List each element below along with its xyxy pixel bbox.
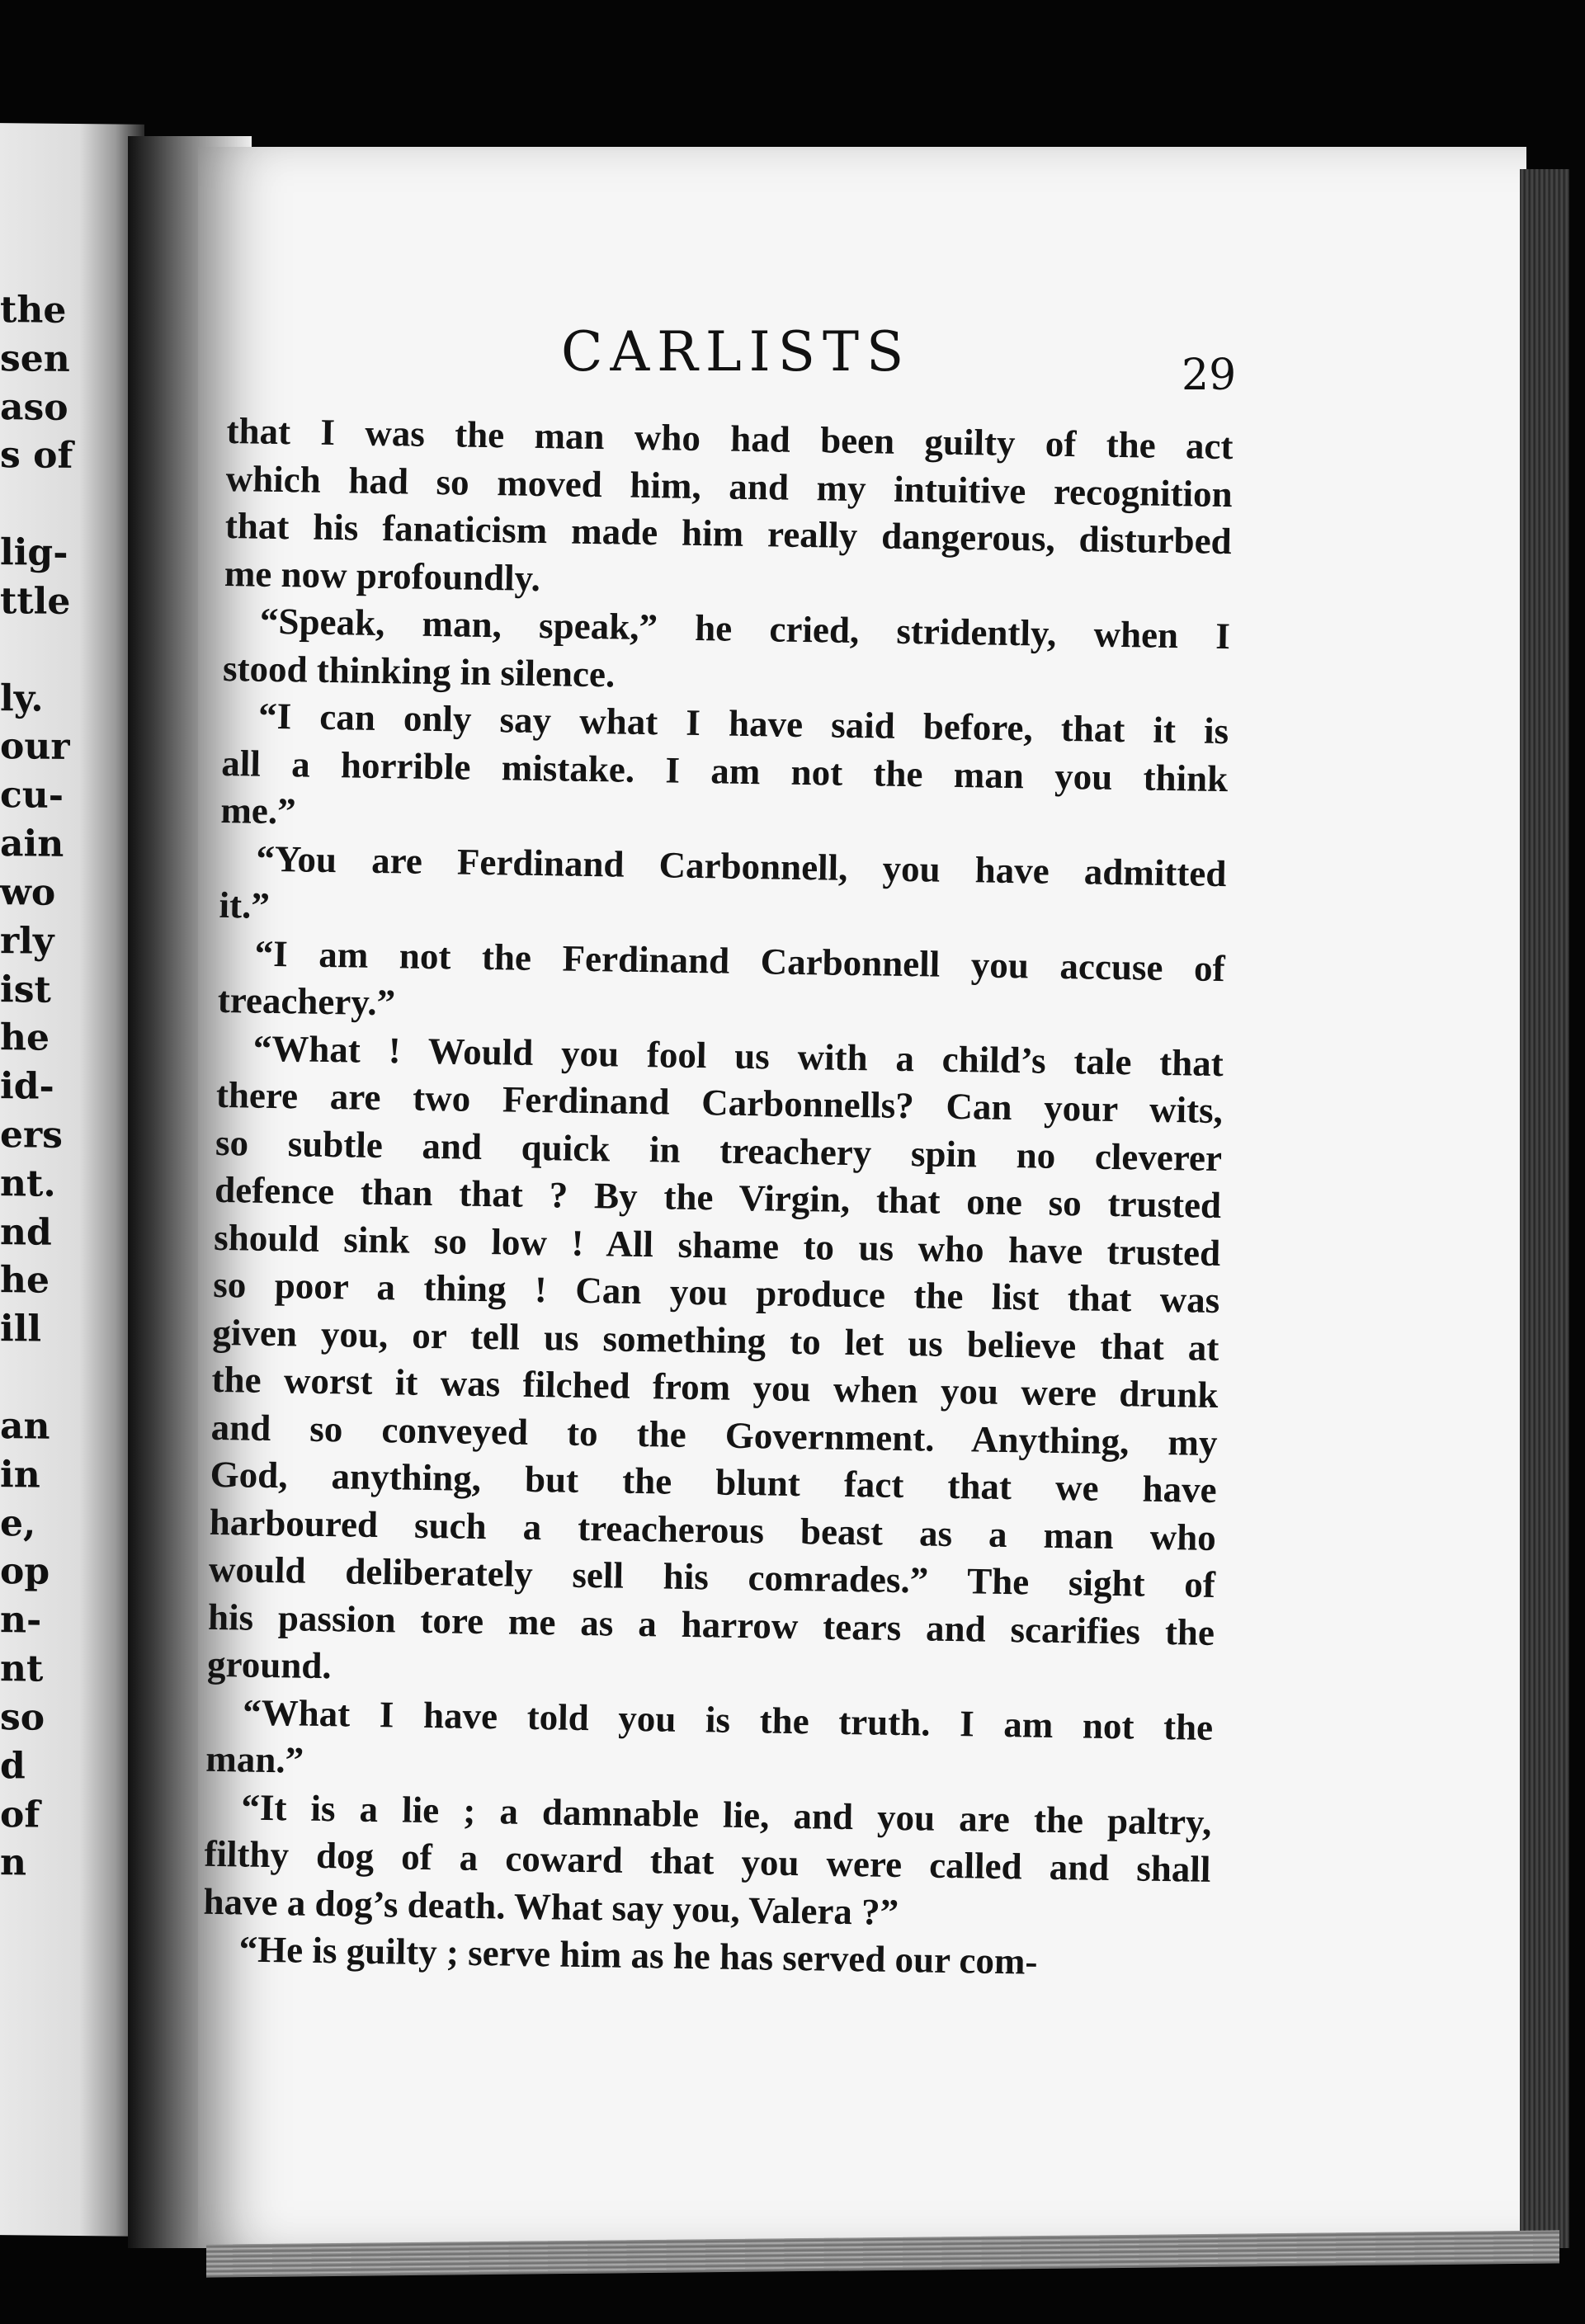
facing-page-line: ain [0,823,64,865]
text-line: which had so moved him, and my intuitive recognition [225,457,1233,515]
text-line: “It is a lie ; a damnable lie, and you are the paltry, [241,1785,1212,1843]
facing-page-line: ill [0,1308,42,1351]
facing-page-line: d [0,1744,26,1788]
facing-page-line: ers [0,1114,63,1157]
text-line: God, anything, but the blunt fact that we have [210,1453,1218,1511]
text-line: that I was the man who had been guilty of the act [226,410,1234,468]
facing-page-line: wo [0,870,56,914]
text-line: his passion tore me as a harrow tears and scarifies the [207,1596,1215,1653]
facing-page-line: n [0,1841,26,1884]
text-line: ground. [206,1643,333,1687]
facing-page-line: sen [0,337,70,380]
text-line: there are two Ferdinand Carbonnells? Can your wits, [215,1073,1224,1132]
facing-page-line: aso [0,385,68,429]
text-line: should sink so low ! All shame to us who have trusted [213,1216,1221,1274]
text-line: “What I have told you is the truth. I am not the [242,1691,1214,1748]
facing-page-line: in [0,1453,40,1497]
text-line: me.” [220,789,297,832]
facing-page-line: an [0,1405,50,1448]
text-line: would deliberately sell his comrades.” The sight of [208,1548,1216,1605]
facing-page-line: our [0,725,70,769]
text-line: so poor a thing ! Can you produce the list that was [213,1263,1220,1322]
facing-page-line: ttle [0,580,71,623]
text-line: “You are Ferdinand Carbonnell, you have admitted [256,837,1227,894]
facing-page-line: cu- [0,774,64,818]
facing-page-line: so [0,1695,45,1739]
text-line: me now profoundly. [224,552,541,599]
facing-page-line: ist [0,968,51,1011]
text-line: “I can only say what I have said before, that it is [257,695,1229,752]
facing-page-line: id- [0,1065,54,1108]
facing-page-line: he [0,1016,50,1060]
text-line: it.” [219,884,271,926]
page-number: 29 [1182,351,1237,400]
text-line: man.” [205,1737,304,1781]
text-line: “Speak, man, speak,” he cried, stridently, when I [259,600,1231,658]
text-line: given you, or tell us something to let us believe that at [212,1311,1219,1369]
facing-page-line: op [0,1550,50,1594]
text-line: defence than that ? By the Virgin, that one so trusted [214,1168,1222,1227]
text-line: all a horrible mistake. I am not the man you think [220,742,1229,799]
text-line: that his fanaticism made him really dangerous, disturbed [224,504,1233,563]
facing-page [0,123,144,2237]
facing-page-line: the [0,289,67,332]
text-line: and so conveyed to the Government. Anything, my [210,1406,1218,1464]
text-line: stood thinking in silence. [222,647,616,695]
running-head: CARLISTS [561,320,912,384]
facing-page-line: he [0,1259,50,1303]
text-line: have a dog’s death. What say you, Valera ?” [203,1880,899,1933]
facing-page-line: lig- [0,531,68,575]
facing-page-line: nd [0,1210,52,1254]
page-fore-edge [1520,169,1569,2248]
text-line: “I am not the Ferdinand Carbonnell you accuse of [254,932,1225,989]
facing-page-line: ly. [0,676,44,720]
facing-page-line: of [0,1793,40,1836]
text-line: treachery.” [217,978,396,1024]
facing-page-line: rly [0,919,54,963]
facing-page-line: n- [0,1599,42,1642]
facing-page-line: e, [0,1501,36,1545]
facing-page-line: s of [0,434,73,478]
text-line: the worst it was filched from you when you were drunk [211,1358,1219,1417]
text-line: so subtle and quick in treachery spin no cleverer [215,1121,1223,1179]
text-line: “What ! Would you fool us with a child’s tale that [252,1027,1224,1084]
text-line: filthy dog of a coward that you were called and shall [204,1832,1211,1890]
text-line: “He is guilty ; serve him as he has served our com- [238,1928,1038,1982]
text-line: harboured such a treacherous beast as a man who [209,1501,1217,1558]
facing-page-line: nt. [0,1162,56,1205]
facing-page-line: nt [0,1648,44,1690]
